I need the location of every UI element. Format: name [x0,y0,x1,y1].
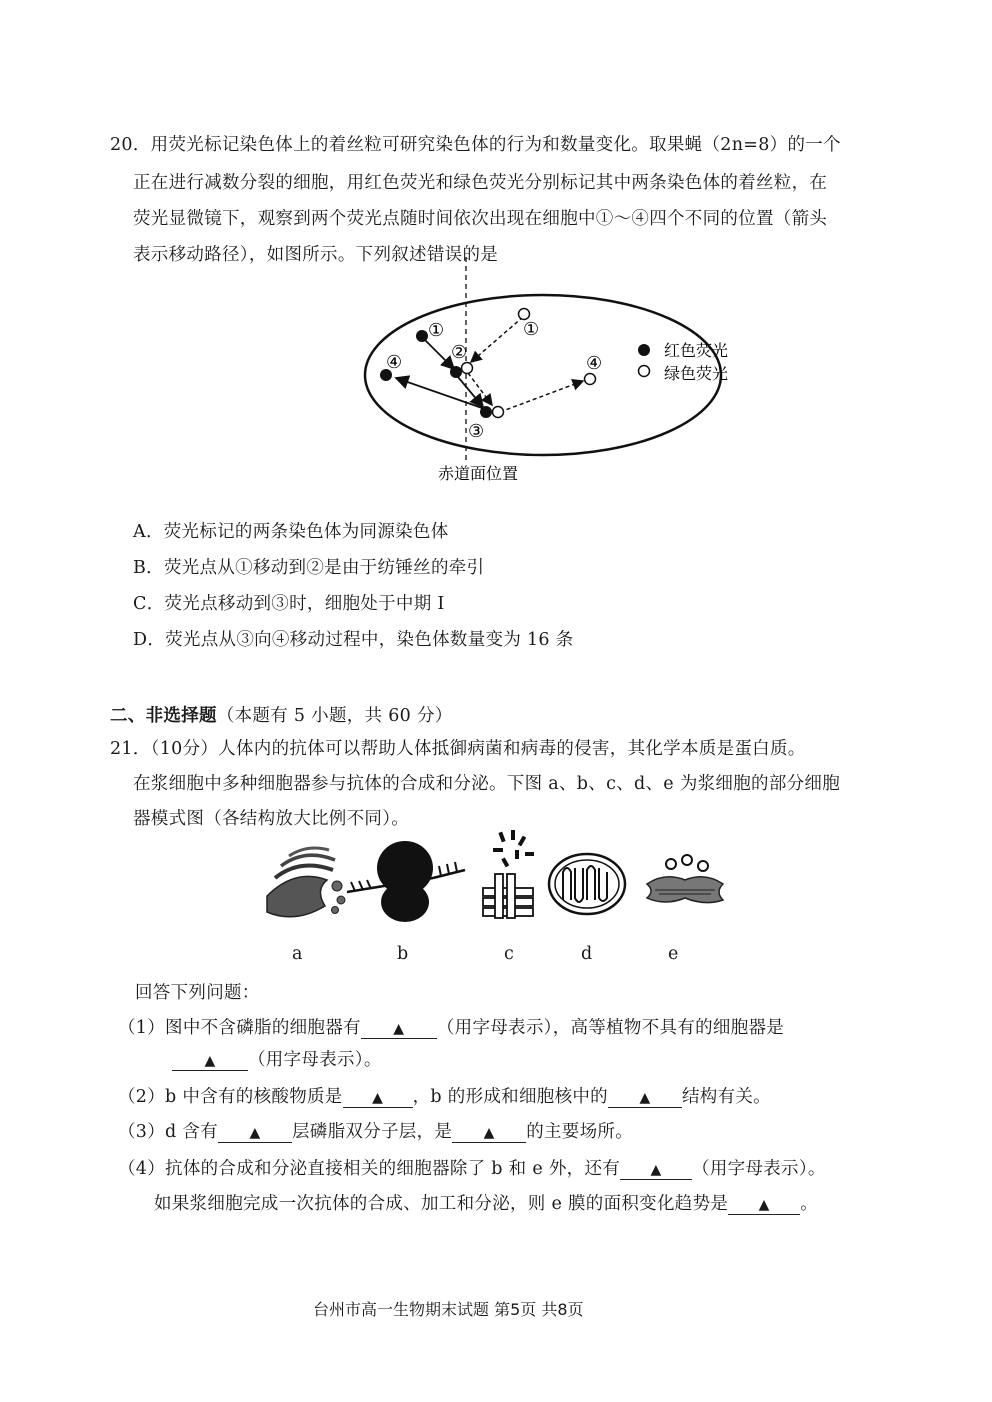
label-a: a [292,944,303,964]
option-c: C．荧光点移动到③时，细胞处于中期 I [133,594,445,614]
green-dot-1 [519,309,530,320]
sub3-blank-1[interactable] [218,1122,292,1143]
label-c: c [504,944,515,964]
sub2-text-b: ，b 的形成和细胞核中的 [412,1087,608,1107]
page-footer: 台州市高一生物期末试题 第5页 共8页 [313,1300,584,1319]
label-d: d [581,944,593,964]
section-title: 二、非选择题 [110,706,217,726]
legend-green-dot [639,366,650,377]
label-3: ③ [468,421,485,442]
q21-line-2: 在浆细胞中多种细胞器参与抗体的合成和分泌。下图 a、b、c、d、e 为浆细胞的部分细胞 [133,774,841,794]
red-path-3-4 [396,378,482,408]
label-red-1: ① [428,320,445,341]
red-path-2-3 [458,377,483,407]
sub2-blank-2[interactable] [608,1087,682,1108]
sub4-text-b: （用字母表示）。 [692,1159,826,1179]
red-dot-1 [416,330,428,342]
sub2-blank-1[interactable] [343,1087,413,1108]
sub-question-4 [118,1155,826,1180]
organelle-figures [255,828,735,928]
blank-marker: ▲ [249,1125,261,1141]
label-green-4: ④ [586,353,603,374]
sub1-blank-2[interactable] [172,1050,248,1071]
organelle-d-mitochondrion [549,854,625,914]
red-path-1-2 [424,339,454,369]
q21-line-3: 器模式图（各结构放大比例不同）。 [133,809,410,829]
blank-marker: ▲ [639,1090,651,1106]
blank-marker: ▲ [650,1162,662,1178]
legend-red-dot [638,344,650,356]
sub-question-2 [118,1083,771,1108]
label-2: ② [451,342,468,363]
sub-question-4-cont [154,1190,818,1215]
sub4-text-d: 。 [800,1194,818,1214]
q20-line-2: 正在进行减数分裂的细胞，用红色荧光和绿色荧光分别标记其中两条染色体的着丝粒，在 [133,173,828,193]
organelle-a-golgi [267,848,345,917]
sub3-text-c: 的主要场所。 [526,1122,634,1142]
sub2-text-a: （2）b 中含有的核酸物质是 [118,1087,343,1107]
organelle-c-centrosome [483,830,534,918]
green-path-2-3 [468,373,492,405]
green-path-3-4 [500,381,583,412]
q20-line-3: 荧光显微镜下，观察到两个荧光点随时间依次出现在细胞中①～④四个不同的位置（箭头 [133,209,828,229]
option-a: A．荧光标记的两条染色体为同源染色体 [133,522,449,542]
section-note: （本题有 5 小题，共 60 分） [216,706,453,726]
q20-figure [350,255,770,490]
label-b: b [397,944,409,964]
answer-prompt: 回答下列问题： [135,983,260,1003]
option-d: D．荧光点从③向④移动过程中，染色体数量变为 16 条 [133,630,574,650]
blank-marker: ▲ [483,1125,495,1141]
label-e: e [668,944,679,964]
green-dot-4 [585,374,596,385]
section-heading [110,702,453,727]
green-dot-2 [462,363,473,374]
green-path-1-2 [471,317,523,362]
blank-marker: ▲ [758,1197,770,1213]
sub4-blank-1[interactable] [620,1159,692,1180]
legend-green-label: 绿色荧光 [664,364,729,383]
organelle-e-er [647,855,723,903]
sub-question-1 [118,1014,784,1039]
sub4-text-c: 如果浆细胞完成一次抗体的合成、加工和分泌，则 e 膜的面积变化趋势是 [154,1194,729,1214]
red-dot-3 [480,406,492,418]
blank-marker: ▲ [204,1053,216,1069]
organelle-b-ribosome [347,841,465,922]
sub4-text-a: （4）抗体的合成和分泌直接相关的细胞器除了 b 和 e 外，还有 [118,1159,621,1179]
option-b: B．荧光点从①移动到②是由于纺锤丝的牵引 [133,558,485,578]
sub3-text-b: 层磷脂双分子层，是 [292,1122,453,1142]
sub3-blank-2[interactable] [452,1122,526,1143]
sub1-blank-1[interactable] [361,1018,437,1039]
sub1-text-b: （用字母表示），高等植物不具有的细胞器是 [436,1018,785,1038]
sub4-blank-2[interactable] [728,1194,800,1215]
q20-line-4: 表示移动路径），如图所示。下列叙述错误的是 [133,245,499,265]
sub1-text-c: （用字母表示）。 [248,1050,382,1070]
q21-line-1: 21．（10分）人体内的抗体可以帮助人体抵御病菌和病毒的侵害，其化学本质是蛋白质。 [110,739,806,759]
blank-marker: ▲ [393,1021,405,1037]
sub-question-3 [118,1118,633,1143]
sub2-text-c: 结构有关。 [681,1087,771,1107]
sub-question-1-cont [172,1046,382,1071]
figure-caption: 赤道面位置 [438,464,519,483]
q20-line-1: 20．用荧光标记染色体上的着丝粒可研究染色体的行为和数量变化。取果蝇（2n=8）的一个 [110,135,841,155]
blank-marker: ▲ [372,1090,384,1106]
label-red-4: ④ [386,352,403,373]
sub1-text-a: （1）图中不含磷脂的细胞器有 [118,1018,361,1038]
red-dot-2 [450,366,462,378]
sub3-text-a: （3）d 含有 [118,1122,218,1142]
legend-red-label: 红色荧光 [664,341,729,360]
label-green-1: ① [523,319,540,340]
green-dot-3 [493,407,504,418]
